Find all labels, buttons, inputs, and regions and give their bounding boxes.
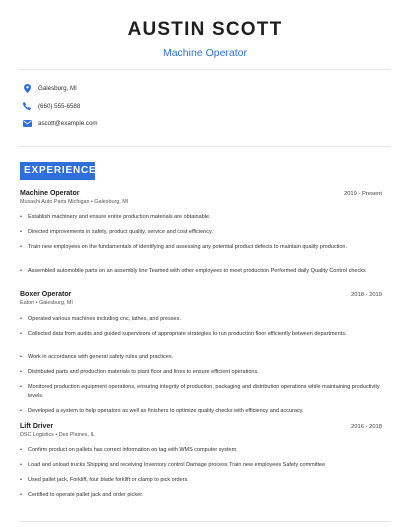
bullet-item: • Load and unload trucks Shipping and receiving Inventory control Damage process Train new employees Safety committee (20, 461, 382, 470)
location-pin-icon (22, 84, 32, 93)
bullet-item: • Distributed parts and production materials to plant floor and lines to ensure efficient operations. (20, 368, 382, 377)
bullet-item: • Monitored production equipment operations, ensuring integrity of production, packaging and distribution operations while maintaining productivity levels. (20, 383, 382, 401)
contact-phone (22, 102, 80, 110)
bullet-item: • Work in accordance with general safety rules and practices. (20, 353, 382, 362)
bullet-item: • Used pallet jack, Forklift, four blade forklift or clamp to pick orders. (20, 476, 382, 485)
job-company: Eaton • Galesburg, MI (20, 300, 73, 306)
bullet-item: • Operated various machines including cnc, lathes, and presses. (20, 315, 382, 324)
job-title: Machine Operator (20, 190, 80, 197)
contact-email (22, 120, 98, 127)
job-title: Boxer Operator (20, 291, 72, 298)
job-title: Lift Driver (20, 423, 54, 430)
job-dates: 2018 - 2019 (351, 292, 382, 298)
job-entry (20, 423, 382, 438)
contact-divider (20, 146, 390, 147)
job-company: DSC Logistics • Des Plaines, IL (20, 432, 95, 438)
job-entry (20, 190, 382, 205)
contact-email-text: ascott@example.com (38, 120, 98, 127)
bullet-item: • Developed a system to help operators as well as finishers to optimize quality checks with efficiency and accuracy. (20, 407, 382, 416)
footer-divider (20, 521, 390, 522)
bullet-item: • Collected data from audits and guided supervisors of appropriate strategies to run production floor efficiently between departments. (20, 330, 382, 339)
contact-phone-text: (660) 555-6588 (38, 102, 81, 110)
experience-section-heading: EXPERIENCE (20, 162, 95, 180)
contact-location (22, 84, 77, 93)
contact-location-text: Galesburg, MI (38, 85, 77, 92)
phone-icon (22, 102, 32, 110)
bullet-item: • Assembled automobile parts on an assembly line Teamed with other employees to meet production Performed daily Quality Control checks (20, 267, 382, 276)
bullet-item: • Confirm product on pallets has correct information on tag with WMS computer system. (20, 446, 382, 455)
email-icon (22, 120, 32, 127)
job-entry (20, 291, 382, 306)
bullet-item: • Certified to operate pallet jack and order picker. (20, 491, 382, 500)
bullet-item: • Directed improvements in safety, product quality, service and cost efficiency. (20, 228, 382, 237)
header-divider (20, 69, 390, 70)
bullet-item: • Establish machinery and ensure entire production materials are obtainable. (20, 213, 382, 222)
job-dates: 2016 - 2018 (351, 424, 382, 430)
job-company: Musashi Auto Parts Michigan • Galesburg, MI (20, 199, 129, 205)
candidate-title: Machine Operator (162, 47, 248, 59)
job-dates: 2019 - Present (343, 191, 382, 197)
resume-header (0, 0, 410, 59)
bullet-item: • Train new employees on the fundamentals of identifying and assessing any potential product defects to maintain quality production. (20, 243, 382, 252)
candidate-name: AUSTIN SCOTT (127, 19, 283, 40)
